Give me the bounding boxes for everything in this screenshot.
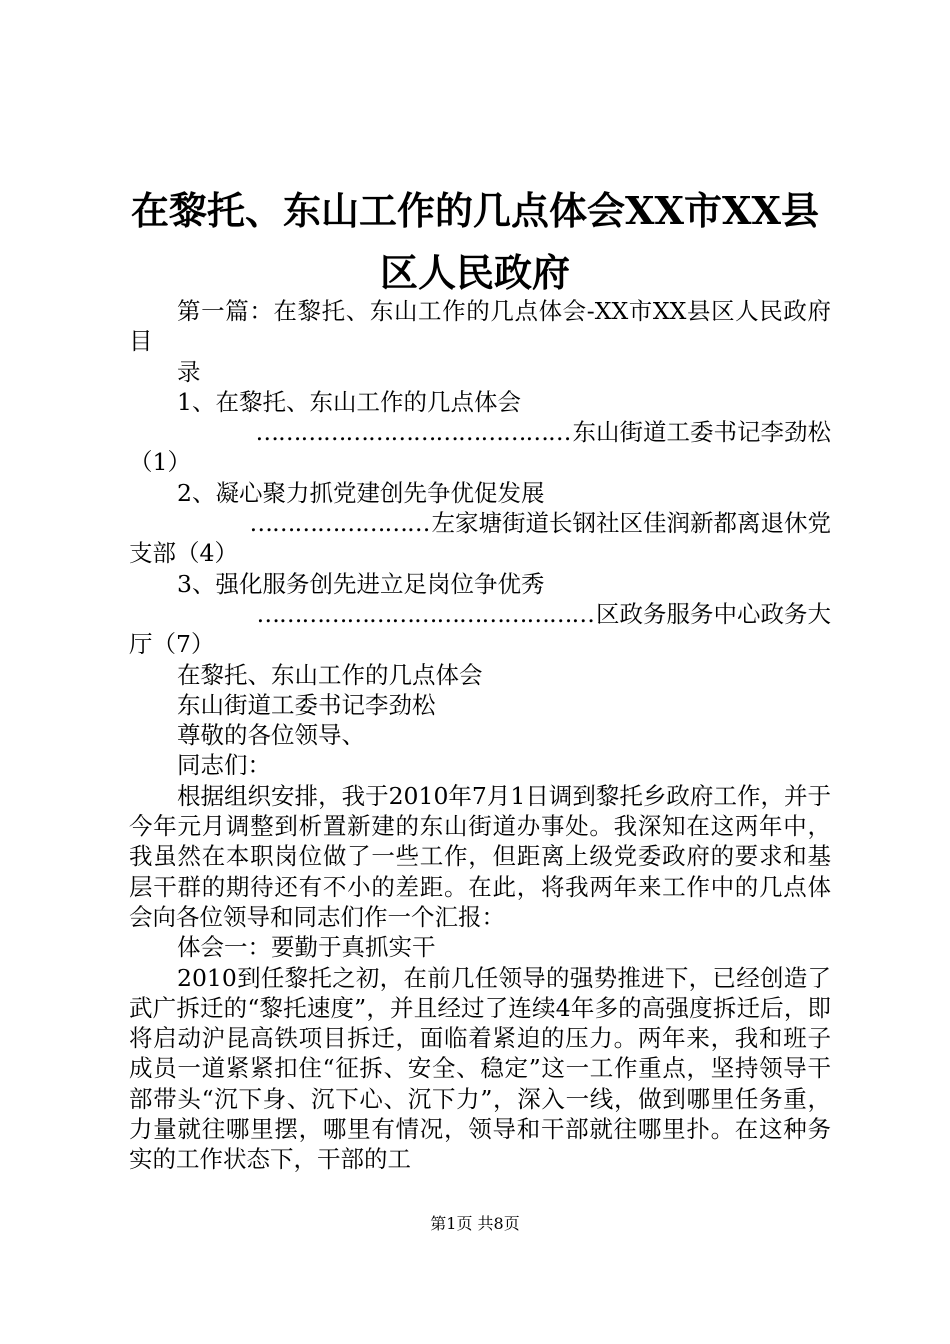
toc-item-1-page: （1）	[129, 448, 191, 477]
toc-item-2-page: 支部（4）	[129, 539, 238, 568]
intro-line: 第一篇：在黎托、东山工作的几点体会-XX市XX县区人民政府目	[129, 297, 831, 356]
toc-item-1-label: 1、在黎托、东山工作的几点体会	[177, 387, 521, 416]
page-footer: 第1页 共8页	[430, 1214, 520, 1233]
document-title: 在黎托、东山工作的几点体会XX市XX县区人民政府	[131, 188, 819, 295]
paragraph-2: 2010到任黎托之初，在前几任领导的强势推进下，已经创造了武广拆迁的“黎托速度”，并且经过了连续4年多的高强度拆迁后，即将启动沪昆高铁项目拆迁，面临着紧迫的压力。两年来，我和班子成员一道紧紧扣住“征拆、安全、稳定”这一工作重点，坚持领导干部带头“沉下身、沉下心、沉下力”，深入一线，做到哪里任务重，力量就往哪里摆，哪里有情况，领导和干部就往哪里扑。在这种务实的工作状态下，干部的工	[129, 963, 831, 1174]
paragraph-1: 根据组织安排，我于2010年7月1日调到黎托乡政府工作，并于今年元月调整到析置新建的东山街道办事处。我深知在这两年中，我虽然在本职岗位做了一些工作，但距离上级党委政府的要求和基层干群的期待还有不小的差距。在此，将我两年来工作中的几点体会向各位领导和同志们作一个汇报：	[129, 781, 831, 931]
toc-item-3-page: 厅（7）	[129, 630, 215, 659]
toc-item-1-author: 东山街道工委书记李劲松	[572, 418, 831, 447]
toc-item-2-label: 2、凝心聚力抓党建创先争优促发展	[177, 478, 545, 507]
salutation-line-2: 同志们：	[177, 751, 271, 780]
toc-item-1-leader	[129, 417, 831, 447]
toc-heading: 录	[177, 357, 201, 386]
article-title: 在黎托、东山工作的几点体会	[177, 660, 483, 689]
toc-item-2-dots: ……………………	[249, 509, 430, 538]
document-body	[129, 296, 831, 1175]
salutation-line-1: 尊敬的各位领导、	[177, 721, 365, 750]
toc-item-3-leader	[129, 599, 831, 629]
toc-item-3-dots: ………………………………………	[256, 599, 594, 628]
toc-item-2-author: 左家塘街道长钢社区佳润新都离退休党	[431, 509, 831, 538]
section-heading-1: 体会一：要勤于真抓实干	[177, 933, 436, 962]
toc-item-2-leader	[129, 508, 831, 538]
toc-item-1-dots: ……………………………………	[255, 418, 571, 447]
toc-item-3-author: 区政务服务中心政务大	[596, 599, 831, 628]
toc-item-3-label: 3、强化服务创先进立足岗位争优秀	[177, 569, 545, 598]
article-author: 东山街道工委书记李劲松	[177, 690, 436, 719]
